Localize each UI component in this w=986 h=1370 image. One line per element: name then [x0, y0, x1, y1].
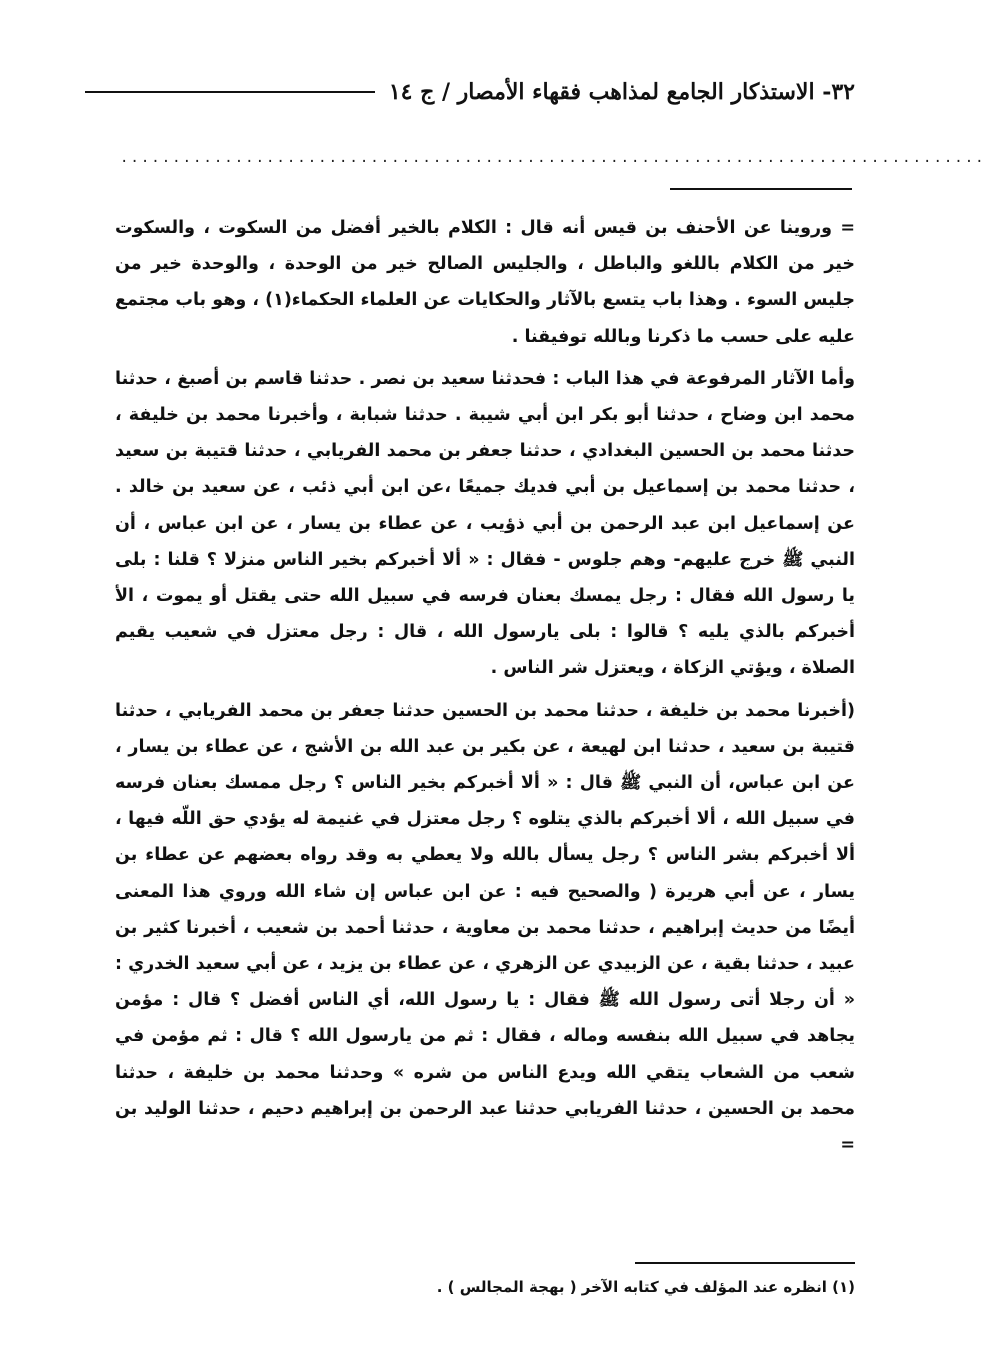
separator-rule — [670, 188, 852, 190]
header-rule — [85, 91, 375, 93]
paragraph: وأما الآثار المرفوعة في هذا الباب : فحدثنا سعيد بن نصر . حدثنا قاسم بن أصبغ ، حدثنا محمد ابن وضاح ، حدثنا أبو بكر ابن أبي شيبة . حدثنا شبابة ، وأخبرنا محمد بن خليفة ، حدثنا محمد بن الحسين البغدادي ، حدثنا جعفر بن محمد الفريابي ، حدثنا قتيبة بن سعيد ، حدثنا محمد بن إسماعيل بن أبي فديك جميعًا ،عن ابن أبي ذئب ، عن سعيد بن خالد . عن إسماعيل ابن عبد الرحمن بن أبي ذؤيب ، عن عطاء بن يسار ، عن ابن عباس ، أن النبي ﷺ خرج عليهم- وهم جلوس - فقال : « ألا أخبركم بخير الناس منزلا ؟ قلنا : بلى يا رسول الله فقال : رجل يمسك بعنان فرسه في سبيل الله حتى يقتل أو يموت ، الأ أخبركم بالذي يليه ؟ قالوا : بلى يارسول الله ، قال : رجل معتزل في شعيب يقيم الصلاة ، ويؤتي الزكاة ، ويعتزل شر الناس . — [115, 368, 855, 679]
page-header — [85, 72, 855, 112]
footnote: (١) انظره عند المؤلف في كتابه الآخر ( بهجة المجالس ) . — [436, 1278, 855, 1296]
footnote-rule — [635, 1262, 855, 1264]
paragraph: = وروينا عن الأحنف بن قيس أنه قال : الكلام بالخير أفضل من السكوت ، والسكوت خير من الكلام باللغو والباطل ، والجليس الصالح خير من الوحدة ، والوحدة خير من جليس السوء . وهذا باب يتسع بالآثار والحكايات عن العلماء الحكماء(١) ، وهو باب مجتمع عليه على حسب ما ذكرنا وبالله توفيقنا . — [115, 218, 855, 347]
body-text — [115, 210, 855, 1169]
paragraph: (أخبرنا محمد بن خليفة ، حدثنا محمد بن الحسين حدثنا جعفر بن محمد الفريابي ، حدثنا قتيبة بن سعيد ، حدثنا ابن لهيعة ، عن بكير بن عبد الله بن الأشج ، عن عطاء بن يسار ، عن ابن عباس، أن النبي ﷺ قال : « ألا أخبركم بخير الناس ؟ رجل ممسك بعنان فرسه في سبيل الله ، ألا أخبركم بالذي يتلوه ؟ رجل معتزل في غنيمة له يؤدي حق اللّه فيها ، ألا أخبركم بشر الناس ؟ رجل يسأل بالله ولا يعطي به وقد رواه بعضهم عن عطاء بن يسار ، عن أبي هريرة ( والصحيح فيه : عن ابن عباس إن شاء الله وروي هذا المعنى أيضًا من حديث إبراهيم ، حدثنا محمد بن معاوية ، حدثنا أحمد بن شعيب ، أخبرنا كثير بن عبيد ، حدثنا بقية ، عن الزبيدي عن الزهري ، عن عطاء بن يزيد ، عن أبي سعيد الخدري : « أن رجلا أتى رسول الله ﷺ فقال : يا رسول الله، أي الناس أفضل ؟ قال : مؤمن يجاهد في سبيل الله بنفسه وماله ، فقال : ثم من يارسول الله ؟ قال : ثم مؤمن في شعب من الشعاب يتقي الله ويدع الناس من شره » وحدثنا محمد بن خليفة ، حدثنا محمد بن الحسين ، حدثنا الفريابي حدثنا عبد الرحمن بن إبراهيم دحيم ، حدثنا الوليد بن = — [115, 700, 855, 1156]
dotted-separator: ................................................................................... — [120, 150, 986, 166]
running-title: ٣٢- الاستذكار الجامع لمذاهب فقهاء الأمصار / ج ١٤ — [388, 79, 855, 105]
